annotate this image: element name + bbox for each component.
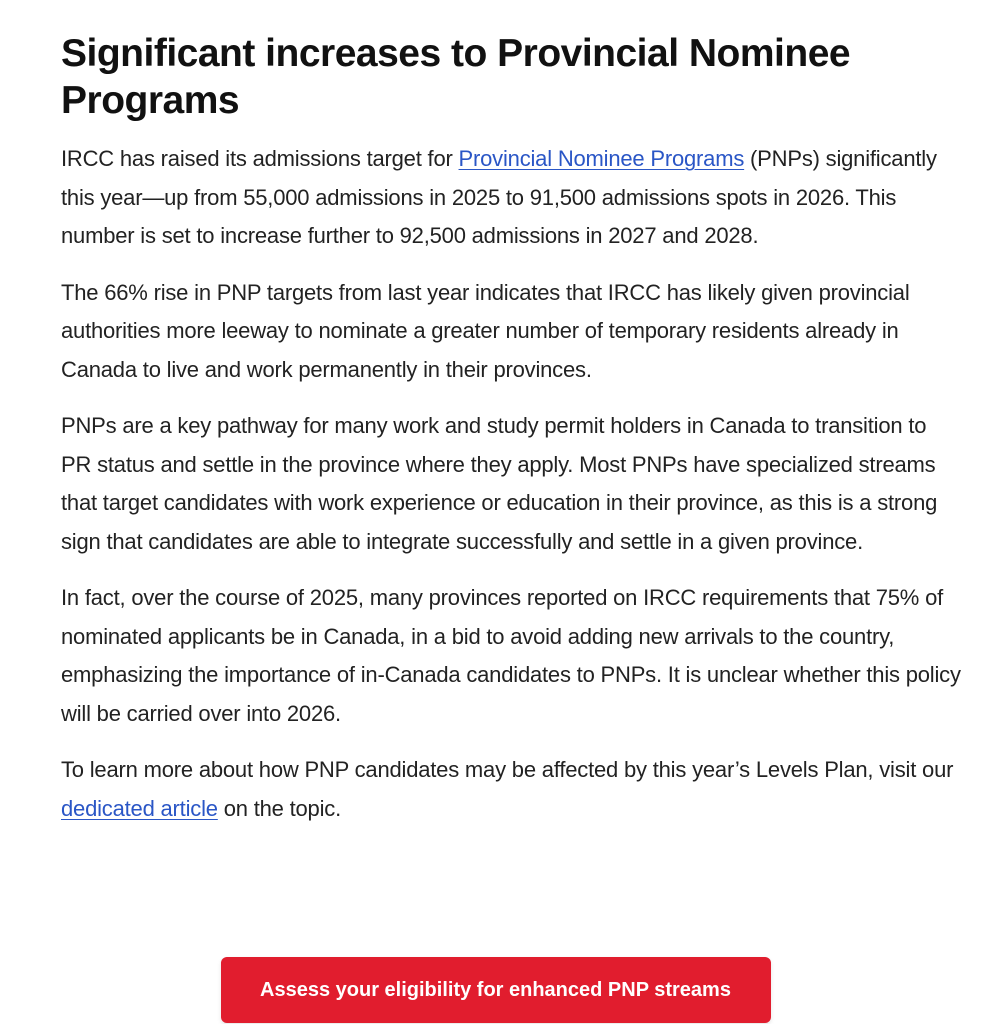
paragraph-in-canada: In fact, over the course of 2025, many provinces reported on IRCC requirements that 75% of nominated applicants be in Canada, in a bid to avoid adding new arrivals to the country, emphasizing the importance of in-Canada candidates to PNPs. It is unclear whether this policy will be carried over into 2026.: [61, 585, 961, 726]
paragraph-text: (PNPs) significantly this year—up from 55,000 admissions in 2025 to 91,500 admissions spots in 2026. This number is set to increase further to 92,500 admissions in 2027 and 2028.: [61, 146, 937, 248]
paragraph-text: on the topic.: [217, 795, 341, 821]
paragraph-pathway: PNPs are a key pathway for many work and study permit holders in Canada to transition to PR status and settle in the province where they apply. Most PNPs have specialized streams that target candidates with work experience or education in their province, as this is a strong sign that candidates are able to integrate successfully and settle in a given province.: [61, 413, 938, 554]
paragraph-text: To learn more about how PNP candidates may be affected by this year’s Levels Plan, visit our: [61, 757, 954, 782]
dedicated-article-link[interactable]: dedicated article: [61, 795, 218, 821]
cta-container: [0, 957, 1005, 1023]
provincial-nominee-programs-link[interactable]: Provincial Nominee Programs: [458, 146, 745, 171]
paragraph-pnp-targets: [61, 140, 961, 256]
paragraph-rise: The 66% rise in PNP targets from last year indicates that IRCC has likely given provincial authorities more leeway to nominate a greater number of temporary residents already in Canada to live and work permanently in their provinces.: [61, 279, 910, 382]
paragraph-learn-more: [61, 751, 961, 828]
paragraph-text: IRCC has raised its admissions target for: [61, 146, 459, 171]
assess-eligibility-button[interactable]: Assess your eligibility for enhanced PNP streams: [221, 957, 771, 1023]
article-title: Significant increases to Provincial Nominee Programs: [61, 32, 851, 122]
article: [61, 30, 961, 846]
